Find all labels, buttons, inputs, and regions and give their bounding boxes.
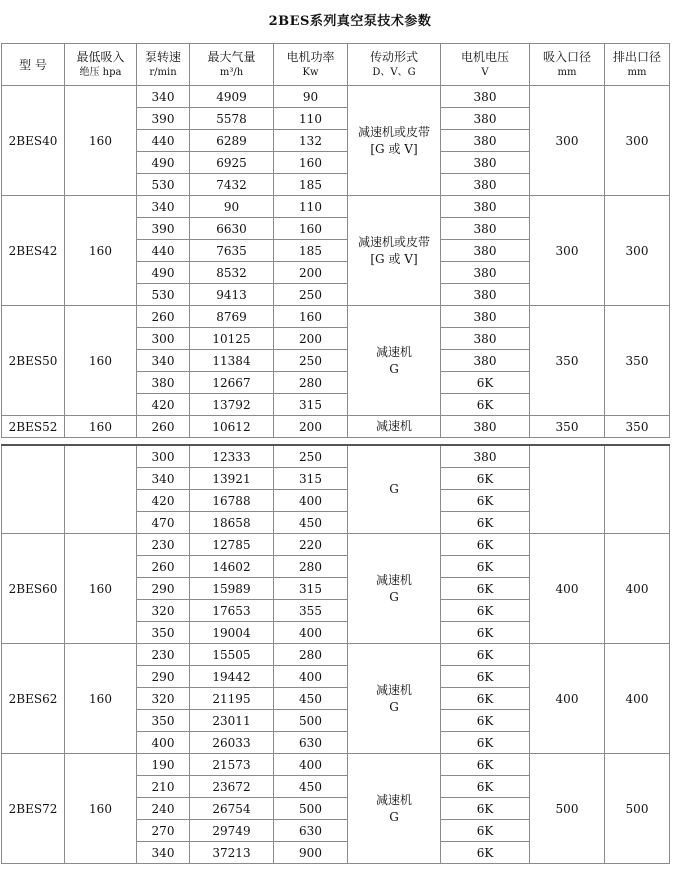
voltage-cell: 6K: [441, 644, 530, 666]
power-cell: 400: [274, 754, 348, 776]
flow-cell: 21195: [190, 688, 274, 710]
flow-cell: 12785: [190, 534, 274, 556]
flow-cell: 6630: [190, 218, 274, 240]
speed-cell: 260: [137, 556, 190, 578]
power-cell: 315: [274, 468, 348, 490]
drive-sublabel: [G 或 V]: [370, 251, 418, 266]
speed-cell: 490: [137, 152, 190, 174]
header-flow: 最大气量 m³/h: [190, 44, 274, 86]
speed-cell: 420: [137, 490, 190, 512]
drive-cell: [348, 196, 441, 306]
speed-cell: 340: [137, 196, 190, 218]
power-cell: 280: [274, 644, 348, 666]
voltage-cell: 6K: [441, 820, 530, 842]
voltage-cell: 6K: [441, 754, 530, 776]
voltage-cell: 6K: [441, 666, 530, 688]
voltage-cell: 380: [441, 306, 530, 328]
power-cell: 250: [274, 445, 348, 468]
drive-cell: [348, 644, 441, 754]
drive-sublabel: G: [389, 361, 399, 376]
speed-cell: 380: [137, 372, 190, 394]
speed-cell: 300: [137, 328, 190, 350]
voltage-cell: 6K: [441, 600, 530, 622]
power-cell: 280: [274, 372, 348, 394]
flow-cell: 13792: [190, 394, 274, 416]
flow-cell: 23011: [190, 710, 274, 732]
drive-label: 减速机: [375, 419, 412, 433]
voltage-cell: 380: [441, 130, 530, 152]
speed-cell: 420: [137, 394, 190, 416]
power-cell: 355: [274, 600, 348, 622]
pressure-cell: 160: [65, 534, 137, 644]
power-cell: 400: [274, 490, 348, 512]
power-cell: 132: [274, 130, 348, 152]
flow-cell: 37213: [190, 842, 274, 864]
power-cell: 280: [274, 556, 348, 578]
flow-cell: 4909: [190, 86, 274, 108]
speed-cell: 270: [137, 820, 190, 842]
speed-cell: 490: [137, 262, 190, 284]
inlet-cell: 350: [530, 306, 605, 416]
page-title: 2BES系列真空泵技术参数: [268, 14, 432, 29]
voltage-cell: 380: [441, 240, 530, 262]
voltage-cell: 6K: [441, 512, 530, 534]
speed-cell: 350: [137, 622, 190, 644]
flow-cell: 8769: [190, 306, 274, 328]
voltage-cell: 380: [441, 284, 530, 306]
flow-cell: 14602: [190, 556, 274, 578]
speed-cell: 530: [137, 174, 190, 196]
table-row: [2, 754, 670, 776]
voltage-cell: 6K: [441, 710, 530, 732]
voltage-cell: 6K: [441, 468, 530, 490]
power-cell: 160: [274, 218, 348, 240]
drive-label: 减速机: [375, 344, 412, 359]
voltage-cell: 380: [441, 218, 530, 240]
power-cell: 900: [274, 842, 348, 864]
table-gap-row: [2, 438, 670, 446]
table-body: [2, 86, 670, 864]
speed-cell: 260: [137, 416, 190, 438]
speed-cell: 340: [137, 842, 190, 864]
voltage-cell: 380: [441, 416, 530, 438]
power-cell: 315: [274, 578, 348, 600]
flow-cell: 23672: [190, 776, 274, 798]
model-cell: 2BES50: [2, 306, 65, 416]
flow-cell: 21573: [190, 754, 274, 776]
speed-cell: 300: [137, 445, 190, 468]
header-model: 型 号: [2, 44, 65, 86]
drive-label: 减速机: [375, 682, 412, 697]
drive-sublabel: G: [389, 699, 399, 714]
table-row: [2, 445, 670, 468]
speed-cell: 260: [137, 306, 190, 328]
flow-cell: 18658: [190, 512, 274, 534]
model-cell: 2BES42: [2, 196, 65, 306]
header-drive: 传动形式 D、V、G: [348, 44, 441, 86]
pressure-cell: 160: [65, 306, 137, 416]
voltage-cell: 6K: [441, 534, 530, 556]
power-cell: 200: [274, 416, 348, 438]
table-row: [2, 416, 670, 438]
voltage-cell: 6K: [441, 490, 530, 512]
pressure-cell: 160: [65, 416, 137, 438]
outlet-cell: 300: [605, 196, 670, 306]
pressure-cell: 160: [65, 644, 137, 754]
header-pressure: 最低吸入 绝压 hpa: [65, 44, 137, 86]
speed-cell: 290: [137, 578, 190, 600]
speed-cell: 230: [137, 644, 190, 666]
header-row: [2, 44, 670, 86]
drive-label: 减速机: [375, 572, 412, 587]
speed-cell: 290: [137, 666, 190, 688]
model-cell: 2BES62: [2, 644, 65, 754]
power-cell: 630: [274, 732, 348, 754]
outlet-cell: 350: [605, 416, 670, 438]
power-cell: 110: [274, 196, 348, 218]
speed-cell: 440: [137, 130, 190, 152]
speed-cell: 190: [137, 754, 190, 776]
drive-cell: [348, 306, 441, 416]
flow-cell: 10125: [190, 328, 274, 350]
power-cell: 630: [274, 820, 348, 842]
speed-cell: 340: [137, 468, 190, 490]
flow-cell: 6289: [190, 130, 274, 152]
voltage-cell: 6K: [441, 394, 530, 416]
table-row: [2, 534, 670, 556]
outlet-cell: 400: [605, 644, 670, 754]
voltage-cell: 380: [441, 108, 530, 130]
power-cell: 200: [274, 328, 348, 350]
outlet-cell: 350: [605, 306, 670, 416]
power-cell: 200: [274, 262, 348, 284]
flow-cell: 7635: [190, 240, 274, 262]
voltage-cell: 6K: [441, 732, 530, 754]
drive-sublabel: G: [389, 809, 399, 824]
flow-cell: 8532: [190, 262, 274, 284]
voltage-cell: 6K: [441, 842, 530, 864]
pressure-cell: 160: [65, 754, 137, 864]
flow-cell: 12333: [190, 445, 274, 468]
power-cell: 450: [274, 776, 348, 798]
pressure-cell: [65, 445, 137, 534]
voltage-cell: 380: [441, 262, 530, 284]
outlet-cell: 400: [605, 534, 670, 644]
power-cell: 250: [274, 284, 348, 306]
power-cell: 160: [274, 306, 348, 328]
flow-cell: 29749: [190, 820, 274, 842]
outlet-cell: [605, 445, 670, 534]
speed-cell: 340: [137, 350, 190, 372]
power-cell: 315: [274, 394, 348, 416]
model-cell: 2BES60: [2, 534, 65, 644]
drive-cell: [348, 445, 441, 534]
power-cell: 450: [274, 512, 348, 534]
voltage-cell: 6K: [441, 578, 530, 600]
power-cell: 400: [274, 666, 348, 688]
inlet-cell: 300: [530, 196, 605, 306]
voltage-cell: 6K: [441, 798, 530, 820]
power-cell: 500: [274, 710, 348, 732]
inlet-cell: 400: [530, 534, 605, 644]
drive-cell: [348, 534, 441, 644]
flow-cell: 10612: [190, 416, 274, 438]
drive-cell: [348, 86, 441, 196]
drive-label: G: [389, 482, 399, 496]
speed-cell: 530: [137, 284, 190, 306]
table-row: [2, 306, 670, 328]
drive-label: 减速机: [375, 792, 412, 807]
speed-cell: 470: [137, 512, 190, 534]
model-cell: [2, 445, 65, 534]
outlet-cell: 300: [605, 86, 670, 196]
drive-sublabel: [G 或 V]: [370, 141, 418, 156]
voltage-cell: 380: [441, 152, 530, 174]
table-row: [2, 644, 670, 666]
flow-cell: 7432: [190, 174, 274, 196]
drive-label: 减速机或皮带: [357, 234, 430, 249]
speed-cell: 230: [137, 534, 190, 556]
flow-cell: 15989: [190, 578, 274, 600]
power-cell: 220: [274, 534, 348, 556]
speed-cell: 400: [137, 732, 190, 754]
flow-cell: 6925: [190, 152, 274, 174]
flow-cell: 19442: [190, 666, 274, 688]
flow-cell: 26033: [190, 732, 274, 754]
header-outlet: 排出口径 mm: [605, 44, 670, 86]
voltage-cell: 6K: [441, 372, 530, 394]
header-power: 电机功率 Kw: [274, 44, 348, 86]
flow-cell: 9413: [190, 284, 274, 306]
flow-cell: 11384: [190, 350, 274, 372]
voltage-cell: 380: [441, 86, 530, 108]
power-cell: 400: [274, 622, 348, 644]
vacuum-pump-spec-table: [1, 43, 670, 864]
flow-cell: 16788: [190, 490, 274, 512]
flow-cell: 26754: [190, 798, 274, 820]
header-speed: 泵转速 r/min: [137, 44, 190, 86]
flow-cell: 17653: [190, 600, 274, 622]
voltage-cell: 380: [441, 350, 530, 372]
voltage-cell: 380: [441, 328, 530, 350]
voltage-cell: 380: [441, 196, 530, 218]
power-cell: 185: [274, 240, 348, 262]
voltage-cell: 6K: [441, 688, 530, 710]
flow-cell: 13921: [190, 468, 274, 490]
speed-cell: 320: [137, 688, 190, 710]
speed-cell: 350: [137, 710, 190, 732]
drive-cell: [348, 754, 441, 864]
drive-sublabel: G: [389, 589, 399, 604]
speed-cell: 240: [137, 798, 190, 820]
inlet-cell: 300: [530, 86, 605, 196]
inlet-cell: 400: [530, 644, 605, 754]
voltage-cell: 380: [441, 445, 530, 468]
speed-cell: 320: [137, 600, 190, 622]
voltage-cell: 6K: [441, 556, 530, 578]
flow-cell: 12667: [190, 372, 274, 394]
pressure-cell: 160: [65, 86, 137, 196]
model-cell: 2BES72: [2, 754, 65, 864]
table-row: [2, 196, 670, 218]
header-voltage: 电机电压 V: [441, 44, 530, 86]
outlet-cell: 500: [605, 754, 670, 864]
power-cell: 90: [274, 86, 348, 108]
speed-cell: 340: [137, 86, 190, 108]
drive-label: 减速机或皮带: [357, 124, 430, 139]
model-cell: 2BES40: [2, 86, 65, 196]
inlet-cell: [530, 445, 605, 534]
power-cell: 185: [274, 174, 348, 196]
inlet-cell: 350: [530, 416, 605, 438]
power-cell: 110: [274, 108, 348, 130]
flow-cell: 15505: [190, 644, 274, 666]
inlet-cell: 500: [530, 754, 605, 864]
speed-cell: 390: [137, 108, 190, 130]
voltage-cell: 6K: [441, 776, 530, 798]
speed-cell: 210: [137, 776, 190, 798]
header-inlet: 吸入口径 mm: [530, 44, 605, 86]
flow-cell: 19004: [190, 622, 274, 644]
power-cell: 250: [274, 350, 348, 372]
power-cell: 450: [274, 688, 348, 710]
voltage-cell: 380: [441, 174, 530, 196]
power-cell: 500: [274, 798, 348, 820]
pressure-cell: 160: [65, 196, 137, 306]
table-gap-cell: [2, 438, 670, 446]
flow-cell: 5578: [190, 108, 274, 130]
speed-cell: 390: [137, 218, 190, 240]
table-row: [2, 86, 670, 108]
power-cell: 160: [274, 152, 348, 174]
model-cell: 2BES52: [2, 416, 65, 438]
speed-cell: 440: [137, 240, 190, 262]
drive-cell: [348, 416, 441, 438]
flow-cell: 90: [190, 196, 274, 218]
voltage-cell: 6K: [441, 622, 530, 644]
